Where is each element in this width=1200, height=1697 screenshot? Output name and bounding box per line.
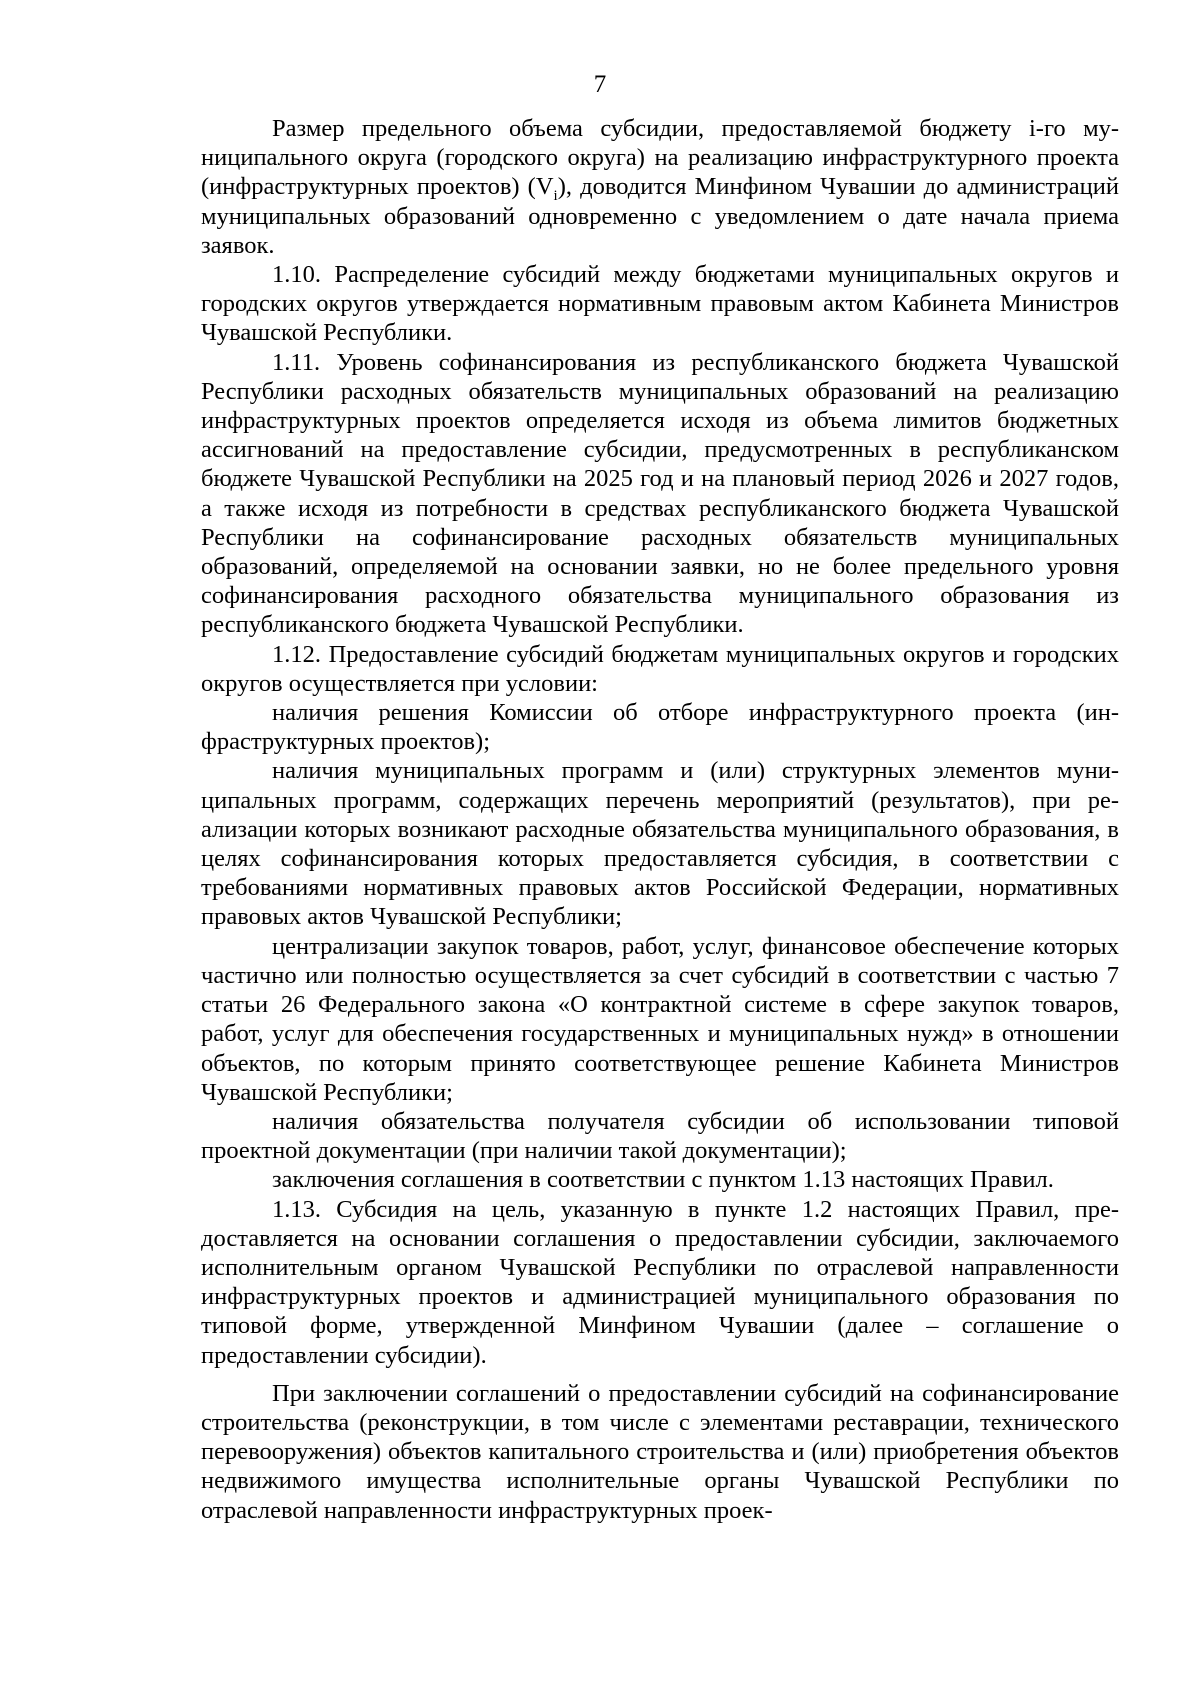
document-body [201, 114, 1119, 1525]
paragraph-1-10: 1.10. Распределение субсидий между бюджетами муниципальных округов и городских округов утверждается нормативным правовым актом Кабинета Министров Чувашской Республики. [201, 261, 1119, 347]
condition-municipal-programs: наличия муниципальных программ и (или) структурных элементов муниципальных программ, содержащих перечень мероприятий (результатов), при реализации которых возникают расходные обязательства муниципального образования, в целях софинансирования которых предоставляется субсидия, в соответствии с требованиями нормативных правовых актов Российской Федерации, нормативных правовых актов Чувашской Республики; [201, 757, 1119, 931]
paragraph-agreements-construction: При заключении соглашений о предоставлении субсидий на софинансирование строительства (реконструкции, в том числе с элементами реставрации, технического перевооружения) объектов капитального строительства и (или) приобретения объектов недвижимого имущества исполнительные органы Чувашской Республики по отраслевой направленности инфраструктурных проек- [201, 1379, 1119, 1524]
paragraph-text: ), доводится Минфином Чувашии до администраций муниципальных образований одновременно с уведомлением о дате начала приема заявок. [201, 173, 1119, 259]
subscript-index: i [553, 188, 558, 205]
paragraph-1-11: 1.11. Уровень софинансирования из республиканского бюджета Чувашской Республики расходных обязательств муниципальных образований на реализацию инфраструктурных проектов определяется исходя из объема лимитов бюджетных ассигнований на предоставление субсидии, предусмотренных в республиканском бюджете Чувашской Республики на 2025 год и на плановый период 2026 и 2027 годов, а также исходя из потребности в средствах республиканского бюджета Чувашской Республики на софинансирование расходных обязательств муниципальных образований, определяемой на основании заявки, но не более предельного уровня софинансирования расходного обязательства муниципального образования из республиканского бюджета Чувашской Республики. [201, 348, 1119, 639]
condition-commission-decision: наличия решения Комиссии об отборе инфраструктурного проекта (инфраструктурных проектов); [201, 699, 1119, 756]
page-number: 7 [593, 71, 607, 98]
condition-centralized-procurement: централизации закупок товаров, работ, услуг, финансовое обеспечение которых частично или полностью осуществляется за счет субсидий в соответствии с частью 7 статьи 26 Федерального закона «О контрактной системе в сфере закупок товаров, работ, услуг для обеспечения государственных и муниципальных нужд» в отношении объектов, по которым принято соответствующее решение Кабинета Министров Чувашской Республики; [201, 932, 1119, 1106]
paragraph-1-13: 1.13. Субсидия на цель, указанную в пункте 1.2 настоящих Правил, предоставляется на основании соглашения о предоставлении субсидии, заключаемого исполнительным органом Чувашской Республики по отраслевой направленности инфраструктурных проектов и администрацией муниципального образования по типовой форме, утвержденной Минфином Чувашии (далее – соглашение о предоставлении субсидии). [201, 1195, 1119, 1369]
condition-agreement: заключения соглашения в соответствии с пунктом 1.13 настоящих Правил. [272, 1166, 1054, 1194]
paragraph-1-12: 1.12. Предоставление субсидий бюджетам муниципальных округов и городских округов осуществляется при условии: [201, 640, 1119, 697]
condition-standard-documentation: наличия обязательства получателя субсидии об использовании типовой проектной документации (при наличии такой документации); [201, 1107, 1119, 1165]
paragraph-text: Размер предельного объема субсидии, предоставляемой бюджету i-го муниципального округа (городского округа) на реализацию инфраструктурного проекта (инфраструктурных проектов) (V [201, 115, 1119, 201]
paragraph-subsidy-limit [201, 114, 1119, 260]
